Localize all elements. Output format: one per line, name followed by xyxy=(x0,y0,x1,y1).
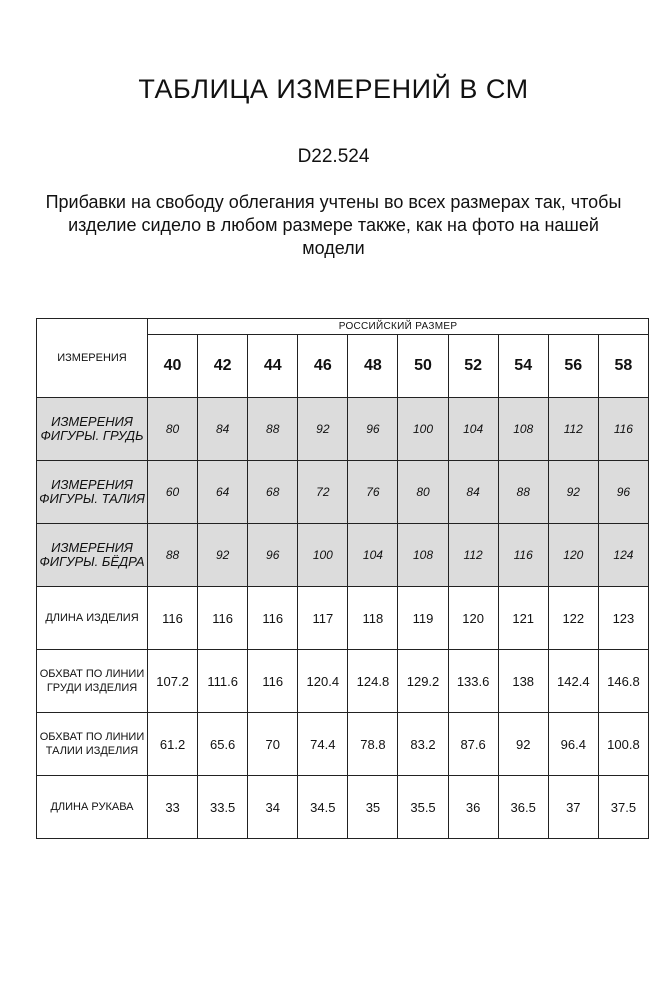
table-cell: 74.4 xyxy=(298,713,348,776)
row-label: ОБХВАТ ПО ЛИНИИ ГРУДИ ИЗДЕЛИЯ xyxy=(37,650,148,713)
table-cell: 96.4 xyxy=(548,713,598,776)
table-cell: 107.2 xyxy=(148,650,198,713)
table-cell: 122 xyxy=(548,587,598,650)
table-cell: 124.8 xyxy=(348,650,398,713)
table-cell: 36 xyxy=(448,776,498,839)
table-cell: 33 xyxy=(148,776,198,839)
size-header-cell: 46 xyxy=(298,335,348,398)
table-cell: 119 xyxy=(398,587,448,650)
table-cell: 61.2 xyxy=(148,713,198,776)
corner-header: ИЗМЕРЕНИЯ xyxy=(37,319,148,398)
table-cell: 112 xyxy=(448,524,498,587)
table-row xyxy=(37,587,649,650)
table-cell: 70 xyxy=(248,713,298,776)
table-cell: 34 xyxy=(248,776,298,839)
table-cell: 104 xyxy=(348,524,398,587)
table-cell: 96 xyxy=(248,524,298,587)
table-cell: 118 xyxy=(348,587,398,650)
page-title: ТАБЛИЦА ИЗМЕРЕНИЙ В СМ xyxy=(138,74,529,104)
table-cell: 33.5 xyxy=(198,776,248,839)
table-cell: 142.4 xyxy=(548,650,598,713)
table-cell: 111.6 xyxy=(198,650,248,713)
table-cell: 87.6 xyxy=(448,713,498,776)
table-cell: 116 xyxy=(148,587,198,650)
table-cell: 92 xyxy=(198,524,248,587)
size-header-cell: 50 xyxy=(398,335,448,398)
table-cell: 76 xyxy=(348,461,398,524)
table-cell: 116 xyxy=(198,587,248,650)
table-cell: 84 xyxy=(198,398,248,461)
table-cell: 78.8 xyxy=(348,713,398,776)
row-label: ОБХВАТ ПО ЛИНИИ ТАЛИИ ИЗДЕЛИЯ xyxy=(37,713,148,776)
table-cell: 120.4 xyxy=(298,650,348,713)
table-cell: 34.5 xyxy=(298,776,348,839)
table-cell: 108 xyxy=(398,524,448,587)
table-cell: 116 xyxy=(598,398,648,461)
table-cell: 96 xyxy=(348,398,398,461)
table-row xyxy=(37,524,649,587)
table-cell: 120 xyxy=(448,587,498,650)
table-cell: 138 xyxy=(498,650,548,713)
table-cell: 60 xyxy=(148,461,198,524)
table-cell: 68 xyxy=(248,461,298,524)
table-cell: 72 xyxy=(298,461,348,524)
row-label: ИЗМЕРЕНИЯ ФИГУРЫ. ГРУДЬ xyxy=(37,398,148,461)
table-cell: 116 xyxy=(248,587,298,650)
table-cell: 88 xyxy=(248,398,298,461)
table-cell: 35.5 xyxy=(398,776,448,839)
row-label: ИЗМЕРЕНИЯ ФИГУРЫ. ТАЛИЯ xyxy=(37,461,148,524)
table-cell: 84 xyxy=(448,461,498,524)
product-code: D22.524 xyxy=(297,146,370,167)
table-cell: 120 xyxy=(548,524,598,587)
table-cell: 100 xyxy=(298,524,348,587)
size-group-header: РОССИЙСКИЙ РАЗМЕР xyxy=(148,319,649,335)
table-cell: 123 xyxy=(598,587,648,650)
table-cell: 96 xyxy=(598,461,648,524)
table-cell: 100.8 xyxy=(598,713,648,776)
table-cell: 64 xyxy=(198,461,248,524)
size-header-cell: 58 xyxy=(598,335,648,398)
table-cell: 108 xyxy=(498,398,548,461)
table-row xyxy=(37,650,649,713)
table-row xyxy=(37,713,649,776)
table-cell: 80 xyxy=(398,461,448,524)
size-header-cell: 44 xyxy=(248,335,298,398)
table-cell: 37 xyxy=(548,776,598,839)
size-header-cell: 42 xyxy=(198,335,248,398)
table-row xyxy=(37,461,649,524)
table-cell: 92 xyxy=(498,713,548,776)
table-cell: 88 xyxy=(498,461,548,524)
table-cell: 121 xyxy=(498,587,548,650)
table-cell: 104 xyxy=(448,398,498,461)
size-table xyxy=(36,318,649,839)
table-cell: 92 xyxy=(298,398,348,461)
table-cell: 100 xyxy=(398,398,448,461)
table-cell: 116 xyxy=(248,650,298,713)
table-cell: 36.5 xyxy=(498,776,548,839)
table-cell: 92 xyxy=(548,461,598,524)
row-label: ИЗМЕРЕНИЯ ФИГУРЫ. БЁДРА xyxy=(37,524,148,587)
table-cell: 129.2 xyxy=(398,650,448,713)
table-cell: 88 xyxy=(148,524,198,587)
table-cell: 146.8 xyxy=(598,650,648,713)
table-cell: 83.2 xyxy=(398,713,448,776)
table-cell: 112 xyxy=(548,398,598,461)
row-label: ДЛИНА РУКАВА xyxy=(37,776,148,839)
table-cell: 80 xyxy=(148,398,198,461)
row-label: ДЛИНА ИЗДЕЛИЯ xyxy=(37,587,148,650)
table-row xyxy=(37,398,649,461)
size-header-cell: 48 xyxy=(348,335,398,398)
size-header-cell: 56 xyxy=(548,335,598,398)
table-cell: 116 xyxy=(498,524,548,587)
table-cell: 65.6 xyxy=(198,713,248,776)
fit-note: Прибавки на свободу облегания учтены во всех размерах так, чтобы изделие сидело в любом размере также, как на фото на нашей модели xyxy=(45,192,622,258)
table-cell: 124 xyxy=(598,524,648,587)
table-cell: 35 xyxy=(348,776,398,839)
table-cell: 133.6 xyxy=(448,650,498,713)
size-header-cell: 40 xyxy=(148,335,198,398)
table-row xyxy=(37,776,649,839)
table-cell: 37.5 xyxy=(598,776,648,839)
size-header-cell: 54 xyxy=(498,335,548,398)
table-cell: 117 xyxy=(298,587,348,650)
size-header-cell: 52 xyxy=(448,335,498,398)
